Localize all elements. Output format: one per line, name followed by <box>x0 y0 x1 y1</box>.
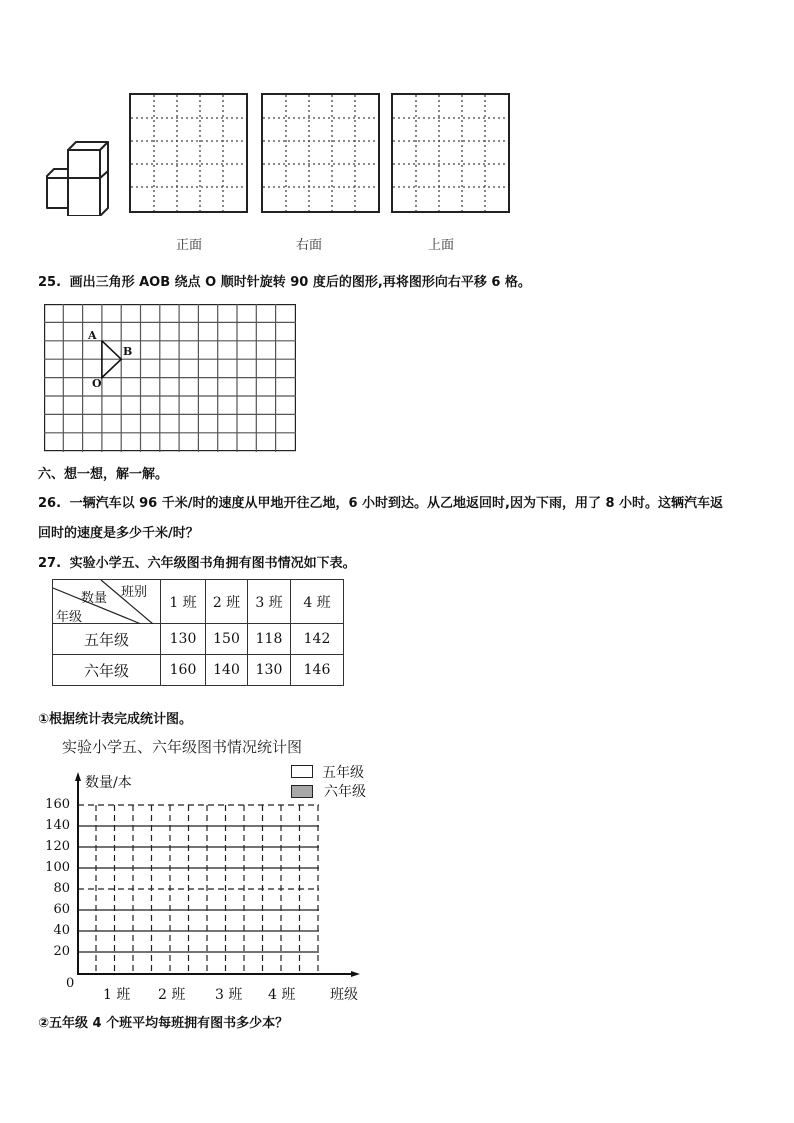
chart-plot-area[interactable] <box>70 772 370 978</box>
view-label-right: 右面 <box>296 238 323 253</box>
row-label: 六年级 <box>53 655 161 686</box>
point-label-o: O <box>92 377 102 390</box>
cube-stack-icon <box>44 138 116 216</box>
legend-label-grade5: 五年级 <box>322 765 364 781</box>
dotted-grid <box>131 95 246 211</box>
q27-sub2: ②五年级 4 个班平均每班拥有图书多少本？ <box>38 1016 289 1031</box>
row-label: 五年级 <box>53 624 161 655</box>
view-label-front: 正面 <box>176 238 203 253</box>
y-axis-label: 数量/本 <box>85 775 132 791</box>
column-header: 1 班 <box>161 580 206 624</box>
axes <box>75 772 360 977</box>
table-row: 六年级 160 140 130 146 <box>53 655 344 686</box>
q27-prompt: 27. 实验小学五、六年级图书角拥有图书情况如下表。 <box>38 556 356 571</box>
question-number: 27. <box>38 556 62 571</box>
question-text: 画出三角形 AOB 绕点 O 顺时针旋转 90 度后的图形,再将图形向右平移 6 格。 <box>69 275 531 290</box>
question-number: 26. <box>38 496 62 511</box>
table-corner-cell: 班别 数量 年级 <box>53 580 161 624</box>
origin-label: 0 <box>66 976 75 991</box>
dotted-grid <box>263 95 378 211</box>
q26-line1: 26. 一辆汽车以 96 千米/时的速度从甲地开往乙地，6 小时到达。从乙地返回时,因为下雨，用了 8 小时。这辆汽车返 <box>38 496 724 511</box>
question-number: 25. <box>38 275 62 290</box>
x-axis-label: 班级 <box>330 987 358 1003</box>
column-header: 3 班 <box>248 580 291 624</box>
chart-title: 实验小学五、六年级图书情况统计图 <box>62 738 303 756</box>
view-grid-right[interactable] <box>261 93 380 213</box>
q27-sub1: ①根据统计表完成统计图。 <box>38 712 193 727</box>
point-label-a: A <box>88 329 97 342</box>
view-grid-top[interactable] <box>391 93 510 213</box>
view-grid-front[interactable] <box>129 93 248 213</box>
book-table <box>52 579 344 686</box>
section-title: 六、想一想，解一解。 <box>38 467 169 482</box>
legend-label-grade6: 六年级 <box>324 784 366 800</box>
table-row: 五年级 130 150 118 142 <box>53 624 344 655</box>
q25-prompt <box>38 271 531 290</box>
view-label-top: 上面 <box>428 238 455 253</box>
point-label-b: B <box>123 345 133 358</box>
q25-grid[interactable] <box>44 304 296 452</box>
column-header: 4 班 <box>291 580 344 624</box>
q26-line2: 回时的速度是多少千米/时？ <box>38 526 199 541</box>
dotted-grid <box>393 95 508 211</box>
column-header: 2 班 <box>206 580 248 624</box>
